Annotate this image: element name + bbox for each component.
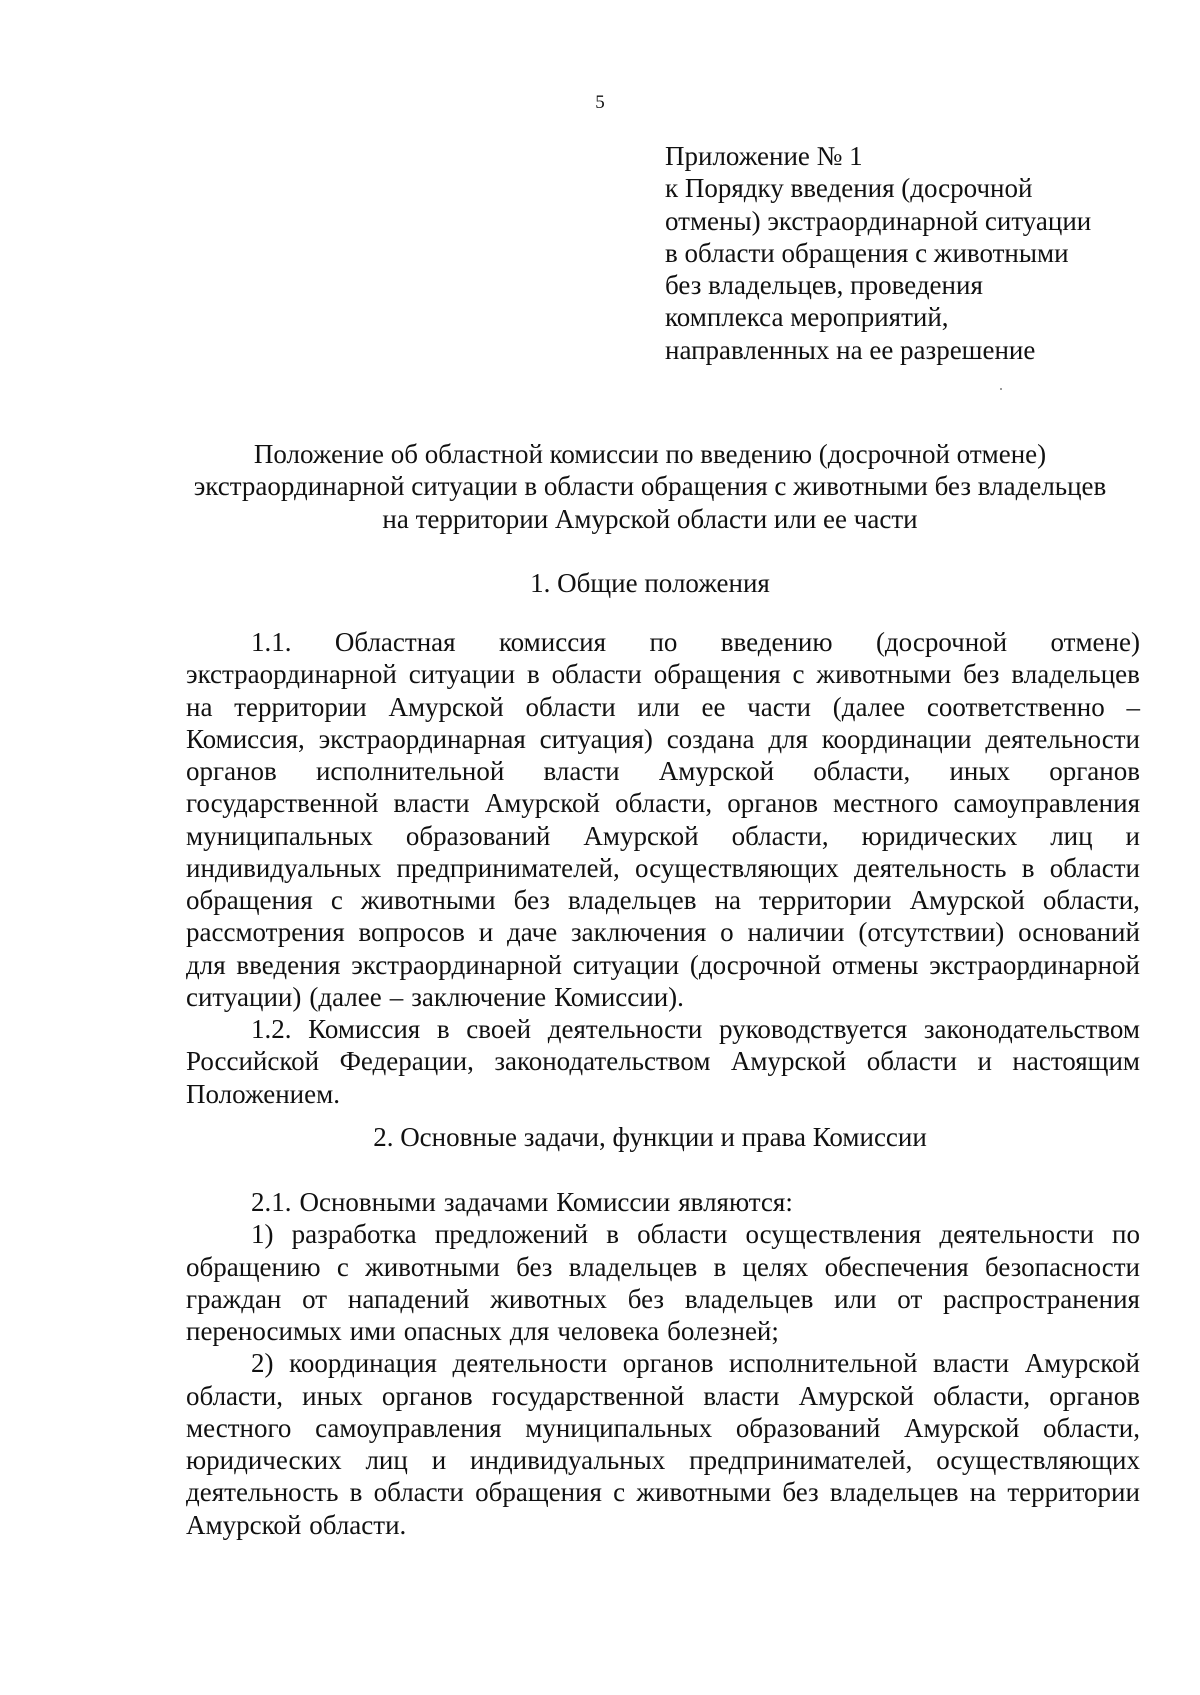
text-line: 1.1. Областная комиссия по введению (досрочной отмене) <box>251 627 1140 657</box>
appendix-line: без владельцев, проведения <box>665 270 983 301</box>
text-line: юридических лиц и индивидуальных предпринимателей, осуществляющих <box>186 1445 1140 1475</box>
appendix-line: к Порядку введения (досрочной <box>665 173 1033 204</box>
appendix-line: комплекса мероприятий, <box>665 302 949 333</box>
text-line: Российской Федерации, законодательством Амурской области и настоящим <box>186 1046 1140 1077</box>
appendix-line: в области обращения с животными <box>665 237 1069 268</box>
text-line: деятельность в области обращения с животными без владельцев на территории <box>186 1477 1140 1508</box>
text-line: индивидуальных предпринимателей, осуществляющих деятельность в области <box>186 852 1140 883</box>
text-line: 1) разработка предложений в области осуществления деятельности по <box>251 1219 1140 1250</box>
appendix-line: Приложение № 1 <box>665 141 863 171</box>
text-line: граждан от нападений животных без владельцев или от распространения <box>186 1283 1140 1314</box>
text-line: рассмотрения вопросов и даче заключения о наличии (отсутствии) оснований <box>186 917 1140 948</box>
text-line: 2) координация деятельности органов исполнительной власти Амурской <box>251 1348 1140 1379</box>
text-line: государственной власти Амурской области, органов местного самоуправления <box>186 788 1140 819</box>
text-line: для введения экстраординарной ситуации (досрочной отмены экстраординарной <box>186 949 1140 980</box>
text-line: переносимых ими опасных для человека болезней; <box>186 1316 779 1346</box>
paragraph <box>186 1347 1140 1541</box>
appendix-line: отмены) экстраординарной ситуации <box>665 205 1092 236</box>
paragraph <box>186 1186 1140 1218</box>
text-line: Положением. <box>186 1078 340 1109</box>
text-line: экстраординарной ситуации в области обращения с животными без владельцев <box>186 659 1140 690</box>
title-line: экстраординарной ситуации в области обращения с животными без владельцев <box>193 471 1107 502</box>
paragraph <box>186 1218 1140 1347</box>
scan-speck <box>1000 388 1002 390</box>
text-line: обращению с животными без владельцев в целях обеспечения безопасности <box>186 1251 1140 1282</box>
title-line: Положение об областной комиссии по введению (досрочной отмене) <box>253 439 1047 469</box>
appendix-line: направленных на ее разрешение <box>665 334 1036 365</box>
section-2-body <box>186 1186 1140 1541</box>
section-1-heading: 1. Общие положения <box>530 568 770 598</box>
text-line: на территории Амурской области или ее части (далее соответственно – <box>186 691 1140 722</box>
text-line: местного самоуправления муниципальных образований Амурской области, <box>186 1412 1140 1443</box>
text-line: Комиссия, экстраординарная ситуация) создана для координации деятельности <box>186 723 1140 754</box>
text-line: 1.2. Комиссия в своей деятельности руководствуется законодательством <box>251 1014 1140 1044</box>
text-line: муниципальных образований Амурской области, юридических лиц и <box>186 820 1140 851</box>
document-title <box>150 438 1150 535</box>
paragraph <box>186 1013 1140 1110</box>
section-1-body <box>186 626 1140 1110</box>
text-line: области, иных органов государственной власти Амурской области, органов <box>186 1380 1140 1411</box>
appendix-header <box>665 140 1145 366</box>
text-line: органов исполнительной власти Амурской области, иных органов <box>186 756 1140 786</box>
text-line: обращения с животными без владельцев на территории Амурской области, <box>186 885 1140 915</box>
text-line: 2.1. Основными задачами Комиссии являются: <box>251 1187 793 1217</box>
page-number: 5 <box>595 92 605 113</box>
title-line: на территории Амурской области или ее части <box>382 503 918 534</box>
text-line: Амурской области. <box>186 1509 407 1540</box>
section-2-heading: 2. Основные задачи, функции и права Комиссии <box>373 1122 927 1152</box>
text-line: ситуации) (далее – заключение Комиссии). <box>186 981 684 1012</box>
paragraph <box>186 626 1140 1013</box>
